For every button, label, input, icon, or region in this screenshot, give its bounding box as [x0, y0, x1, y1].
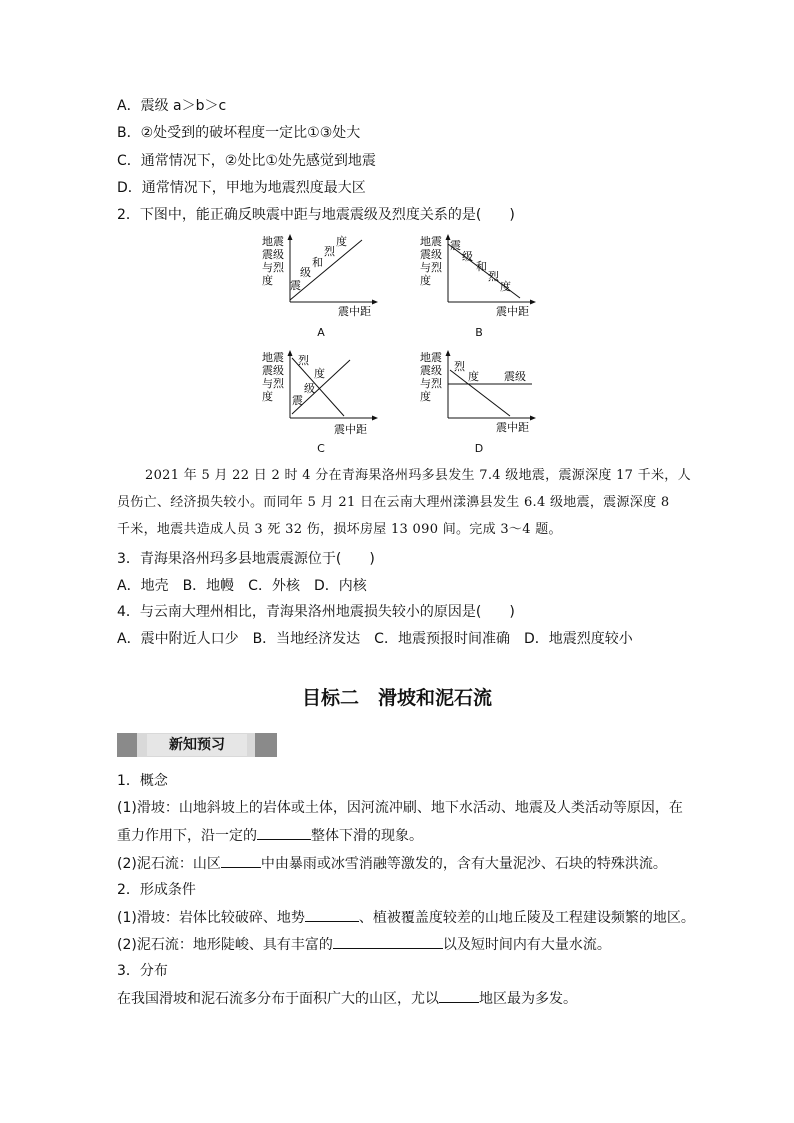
caption-c: C [317, 442, 325, 455]
text-segment: 重力作用下，沿一定的 [117, 828, 257, 844]
passage-line-2: 员伤亡、经济损失较小。而同年 5 月 21 日在云南大理州漾濞县发生 6.4 级地震，震源深度 8 [117, 495, 670, 510]
banner-label: 新知预习 [147, 734, 247, 756]
ylabel-line-4: 度 [262, 390, 273, 403]
section-banner [117, 733, 277, 757]
passage-line-1: 2021 年 5 月 22 日 2 时 4 分在青海果洛州玛多县发生 7.4 级地震，震源深度 17 千米，人 [145, 468, 691, 483]
section-title: 目标二 滑坡和泥石流 [301, 687, 492, 709]
word-zhen: 震 [290, 279, 301, 292]
ylabel-line-1: 地震 [262, 235, 284, 248]
text-segment: (2)泥石流：山区 [117, 856, 221, 872]
ylabel-line-1: 地震 [262, 351, 284, 364]
heading-concept: 1．概念 [117, 773, 168, 789]
question-2: 2．下图中，能正确反映震中距与地震震级及烈度关系的是( ) [117, 207, 515, 223]
word-he: 和 [476, 260, 487, 273]
ylabel-line-2: 震级 [262, 364, 284, 377]
option-c-top: C．通常情况下，②处比①处先感觉到地震 [117, 153, 376, 169]
word-lie: 烈 [488, 270, 499, 283]
x-axis-label: 震中距 [338, 305, 371, 318]
concept-landslide-line-1: (1)滑坡：山地斜坡上的岩体或土体，因河流冲刷、地下水活动、地震及人类活动等原因，在 [117, 800, 683, 816]
ylabel-line-2: 震级 [262, 248, 284, 261]
concept-landslide-line-2 [117, 825, 423, 846]
ylabel-line-1: 地震 [420, 351, 442, 364]
condition-landslide [117, 907, 695, 928]
fill-blank[interactable] [439, 988, 479, 1003]
x-axis-label: 震中距 [496, 305, 529, 318]
ylabel-line-4: 度 [420, 274, 431, 287]
word-du: 度 [336, 235, 347, 248]
fill-blank[interactable] [221, 853, 261, 868]
text-segment: 在我国滑坡和泥石流多分布于面积广大的山区，尤以 [117, 991, 439, 1007]
option-a-top: A．震级 a＞b＞c [117, 98, 227, 114]
concept-debris-flow [117, 853, 667, 874]
word-ji: 级 [300, 266, 311, 279]
ylabel-line-3: 与烈 [420, 377, 442, 390]
question-4: 4．与云南大理州相比，青海果洛州地震损失较小的原因是( ) [117, 604, 515, 620]
x-axis-label: 震中距 [334, 423, 367, 436]
text-segment: 地区最为多发。 [479, 991, 577, 1007]
word-lie: 烈 [324, 245, 335, 258]
distribution-text [117, 988, 577, 1009]
text-segment: 以及短时间内有大量水流。 [442, 937, 611, 953]
y-axis-arrow [288, 350, 293, 356]
word-ji: 级 [304, 382, 315, 395]
series-line-intensity [450, 370, 510, 416]
word-zhenji: 震级 [504, 370, 526, 383]
text-segment: 中由暴雨或冰雪消融等激发的，含有大量泥沙、石块的特殊洪流。 [260, 856, 667, 872]
word-zhen: 震 [450, 239, 461, 252]
word-du: 度 [468, 370, 479, 383]
word-lie: 烈 [298, 354, 309, 367]
ylabel-line-3: 与烈 [262, 377, 284, 390]
word-du: 度 [500, 280, 511, 293]
y-axis-arrow [446, 350, 451, 356]
ylabel-line-3: 与烈 [262, 261, 284, 274]
question-3: 3．青海果洛州玛多县地震震源位于( ) [117, 551, 375, 567]
fill-blank[interactable] [305, 907, 359, 922]
ylabel-line-2: 震级 [420, 248, 442, 261]
option-d-top: D．通常情况下，甲地为地震烈度最大区 [117, 180, 366, 196]
word-du: 度 [314, 367, 325, 380]
condition-debris-flow [117, 934, 611, 955]
text-segment: (2)泥石流：地形陡峻、具有丰富的 [117, 937, 333, 953]
x-axis-arrow [372, 416, 378, 421]
word-ji: 级 [462, 250, 473, 263]
chart-d [420, 350, 540, 444]
text-segment: 整体下滑的现象。 [311, 828, 423, 844]
word-lie: 烈 [454, 360, 465, 373]
question-3-options: A．地壳 B．地幔 C．外核 D．内核 [117, 578, 367, 594]
y-axis-arrow [288, 234, 293, 240]
option-b-top: B．②处受到的破坏程度一定比①③处大 [117, 125, 361, 141]
ylabel-line-4: 度 [262, 274, 273, 287]
caption-d: D [474, 442, 484, 455]
heading-distribution: 3．分布 [117, 963, 168, 979]
caption-b: B [475, 326, 483, 339]
fill-blank[interactable] [257, 825, 311, 840]
text-segment: 、植被覆盖度较差的山地丘陵及工程建设频繁的地区。 [358, 910, 695, 926]
question-4-options: A．震中附近人口少 B．当地经济发达 C．地震预报时间准确 D．地震烈度较小 [117, 631, 633, 647]
ylabel-line-3: 与烈 [420, 261, 442, 274]
ylabel-line-4: 度 [420, 390, 431, 403]
fill-blank[interactable] [333, 934, 443, 949]
x-axis-arrow [530, 416, 536, 421]
chart-c [262, 350, 382, 444]
heading-conditions: 2．形成条件 [117, 882, 196, 898]
x-axis-arrow [372, 300, 378, 305]
x-axis-arrow [530, 300, 536, 305]
word-he: 和 [312, 256, 323, 269]
chart-b [420, 234, 540, 328]
text-segment: (1)滑坡：岩体比较破碎、地势 [117, 910, 305, 926]
ylabel-line-1: 地震 [420, 235, 442, 248]
passage-line-3: 千米，地震共造成人员 3 死 32 伤，损坏房屋 13 090 间。完成 3～4 题。 [117, 522, 562, 537]
x-axis-label: 震中距 [496, 421, 529, 434]
ylabel-line-2: 震级 [420, 364, 442, 377]
caption-a: A [317, 326, 325, 339]
word-zhen: 震 [292, 394, 303, 407]
chart-a [262, 234, 382, 328]
